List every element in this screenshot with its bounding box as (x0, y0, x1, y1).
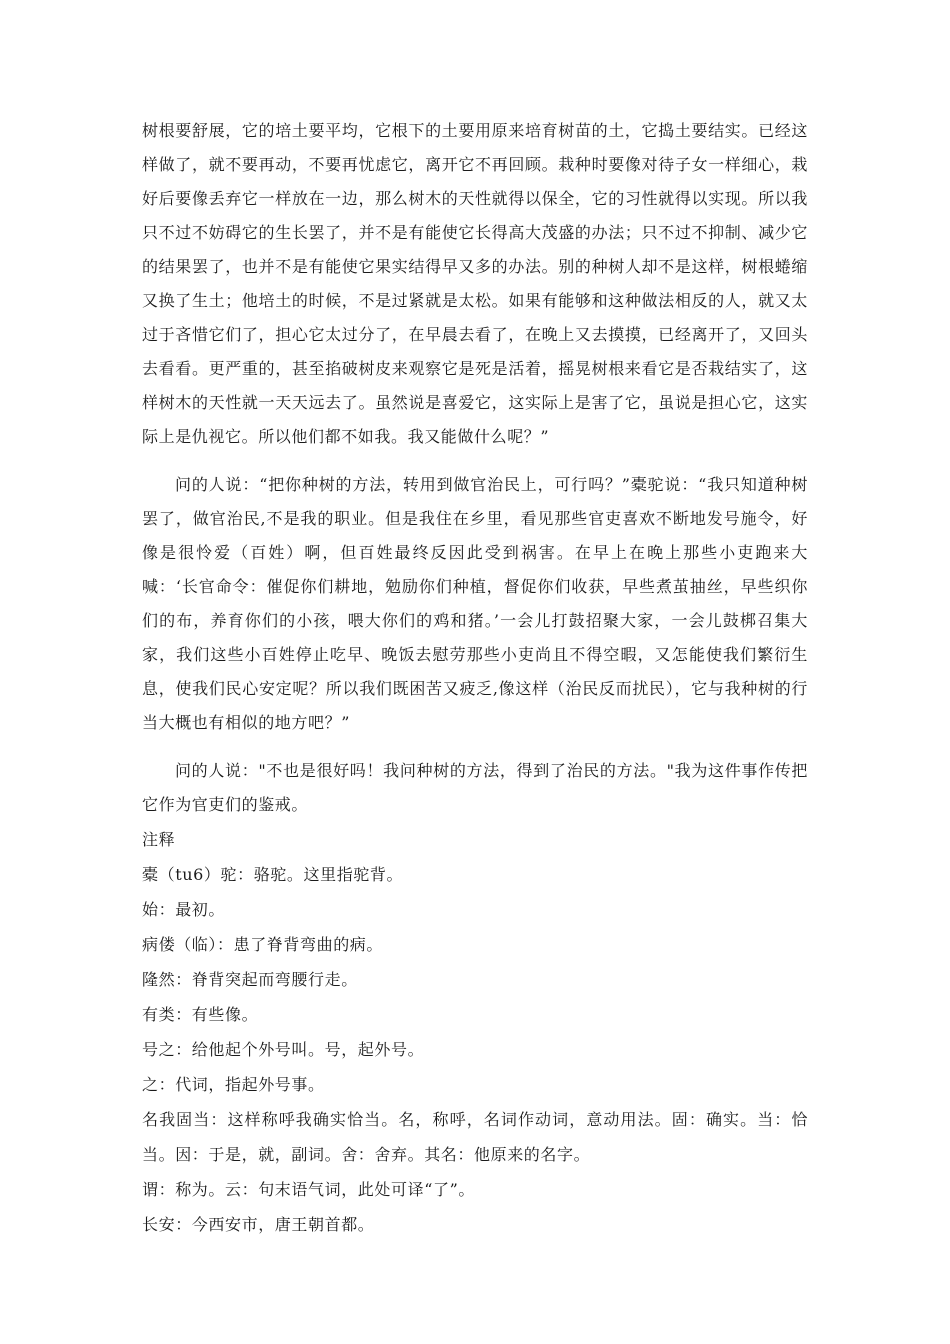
annotation-item: 有类：有些像。 (142, 1005, 259, 1024)
annotation-item: 始：最初。 (142, 900, 226, 919)
paragraph-governing-question: 问的人说：“把你种树的方法，转用到做官治民上，可行吗？”橐驼说：“我只知道种树罢了，做官治民,不是我的职业。但是我住在乡里，看见那些官吏喜欢不断地发号施令，好像是很怜爱（百姓）啊，但百姓最终反因此受到祸害。在早上在晚上那些小吏跑来大喊：‘长官命令：催促你们耕地，勉励你们种植，督促你们收获，早些煮茧抽丝，早些织你们的布，养育你们的小孩，喂大你们的鸡和猪。’一会儿打鼓招聚大家，一会儿鼓梆召集大家，我们这些小百姓停止吃早、晚饭去慰劳那些小吏尚且不得空暇，又怎能使我们繁衍生息，使我们民心安定呢？所以我们既困苦又疲乏,像这样（治民反而扰民），它与我种树的行当大概也有相似的地方吧？” (142, 475, 808, 732)
document-body (142, 114, 808, 1242)
annotation-item: 号之：给他起个外号叫。号，起外号。 (142, 1040, 425, 1059)
paragraph-planting-method: 树根要舒展，它的培土要平均，它根下的土要用原来培育树苗的土，它捣土要结实。已经这样做了，就不要再动，不要再忧虑它，离开它不再回顾。栽种时要像对待子女一样细心，栽好后要像丢弃它一样放在一边，那么树木的天性就得以保全，它的习性就得以实现。所以我只不过不妨碍它的生长罢了，并不是有能使它长得高大茂盛的办法；只不过不抑制、减少它的结果罢了，也并不是有能使它果实结得早又多的办法。别的种树人却不是这样，树根蜷缩又换了生土；他培土的时候，不是过紧就是太松。如果有能够和这种做法相反的人，就又太过于吝惜它们了，担心它太过分了，在早晨去看了，在晚上又去摸摸，已经离开了，又回头去看看。更严重的，甚至掐破树皮来观察它是死是活着，摇晃树根来看它是否栽结实了，这样树木的天性就一天天远去了。虽然说是喜爱它，这实际上是害了它，虽说是担心它，这实际上是仇视它。所以他们都不如我。我又能做什么呢？” (142, 121, 808, 446)
annotation-item: 谓：称为。云：句末语气词，此处可译“了”。 (142, 1180, 475, 1199)
annotation-item: 隆然：脊背突起而弯腰行走。 (142, 970, 358, 989)
annotations-title: 注释 (142, 830, 176, 849)
annotation-item: 长安：今西安市，唐王朝首都。 (142, 1215, 375, 1234)
annotation-item: 病偻（临）：患了脊背弯曲的病。 (142, 935, 384, 954)
annotation-item: 名我固当：这样称呼我确实恰当。名，称呼，名词作动词，意动用法。固：确实。当：恰当。因：于是，就，副词。舍：舍弃。其名：他原来的名字。 (142, 1110, 808, 1164)
paragraph-conclusion: 问的人说："不也是很好吗！我问种树的方法，得到了治民的方法。"我为这件事作传把它作为官吏们的鉴戒。 (142, 761, 808, 814)
annotations-section (142, 822, 808, 1242)
annotation-item: 橐（tu6）驼：骆驼。这里指驼背。 (142, 865, 404, 884)
annotation-item: 之：代词，指起外号事。 (142, 1075, 325, 1094)
